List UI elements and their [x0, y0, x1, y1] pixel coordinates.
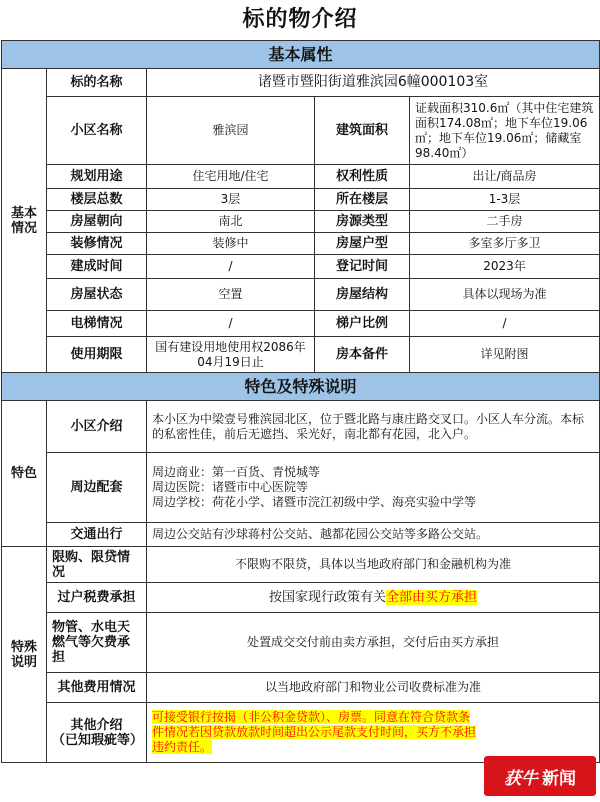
logo-mark: 获牛: [504, 768, 538, 789]
label-row: 房屋状态: [47, 279, 147, 311]
value-tax: [147, 583, 600, 613]
side-label-basic: 基本 情况: [2, 69, 47, 373]
section-header-features: 特色及特殊说明: [2, 373, 600, 401]
value-area: 证载面积310.6㎡（其中住宅建筑面积174.08㎡；地下车位19.06㎡；地下车位19.06㎡；储藏室98.40㎡）: [410, 97, 600, 165]
label-row: 房本备件: [315, 337, 410, 373]
label-nearby: 周边配套: [47, 453, 147, 523]
label-other-fees: 其他费用情况: [47, 673, 147, 703]
label-row: 房屋户型: [315, 233, 410, 255]
value-name: 诸暨市暨阳街道雅滨园6幢000103室: [147, 69, 600, 97]
label-row: 梯户比例: [315, 311, 410, 337]
tax-prefix: 按国家现行政策有关: [268, 590, 386, 605]
value-row: 装修中: [147, 233, 315, 255]
value-other: [147, 703, 600, 763]
nearby-school: 周边学校：荷花小学、诸暨市浣江初级中学、海亮实验中学等: [152, 495, 477, 509]
label-row: 房屋朝向: [47, 211, 147, 233]
label-traffic: 交通出行: [47, 523, 147, 547]
label-restrict: 限购、限贷情况: [47, 547, 147, 583]
value-fees: 处置成交交付前由卖方承担，交付后由买方承担: [147, 613, 600, 673]
label-fees: 物管、水电天燃气等欠费承担: [47, 613, 147, 673]
label-row: 电梯情况: [47, 311, 147, 337]
logo-text: 新闻: [542, 768, 576, 789]
label-row: 房屋结构: [315, 279, 410, 311]
side-label-feature: 特色: [2, 401, 47, 547]
label-row: 规划用途: [47, 165, 147, 189]
label-row: 建成时间: [47, 255, 147, 279]
news-logo: [484, 756, 596, 796]
section-header-basic: 基本属性: [2, 41, 600, 69]
value-row: /: [147, 255, 315, 279]
value-row: 出让/商品房: [410, 165, 600, 189]
value-row: 详见附图: [410, 337, 600, 373]
label-row: 楼层总数: [47, 189, 147, 211]
label-name: 标的名称: [47, 69, 147, 97]
label-row: 权利性质: [315, 165, 410, 189]
value-restrict: 不限购不限贷，具体以当地政府部门和金融机构为准: [147, 547, 600, 583]
value-row: 空置: [147, 279, 315, 311]
label-area: 建筑面积: [315, 97, 410, 165]
label-community: 小区名称: [47, 97, 147, 165]
value-intro: 本小区为中梁壹号雅滨园北区，位于暨北路与康庄路交叉口。小区人车分流。本标的私密性佳，前后无遮挡、采光好，南北都有花园，北入户。: [147, 401, 600, 453]
value-other-fees: 以当地政府部门和物业公司收费标准为准: [147, 673, 600, 703]
value-row: 住宅用地/住宅: [147, 165, 315, 189]
value-row: /: [147, 311, 315, 337]
other-highlight: 可接受银行按揭（非公积金贷款）、房票。同意在符合贷款条件情况若因贷款放款时间超出公示尾款支付时间，买方不承担违约责任。: [152, 710, 477, 754]
value-row: 1-3层: [410, 189, 600, 211]
label-row: 所在楼层: [315, 189, 410, 211]
label-row: 登记时间: [315, 255, 410, 279]
property-table: [1, 40, 600, 763]
nearby-commerce: 周边商业：第一百货、青悦城等: [152, 465, 321, 479]
value-row: 具体以现场为准: [410, 279, 600, 311]
label-row: 使用期限: [47, 337, 147, 373]
label-intro: 小区介绍: [47, 401, 147, 453]
page-title: 标的物介绍: [242, 7, 358, 32]
value-row: /: [410, 311, 600, 337]
value-nearby: [147, 453, 600, 523]
label-other: 其他介绍 （已知瑕疵等）: [47, 703, 147, 763]
tax-highlight: 全部由买方承担: [386, 590, 478, 605]
value-row: 南北: [147, 211, 315, 233]
value-traffic: 周边公交站有沙球蒋村公交站、越都花园公交站等多路公交站。: [147, 523, 600, 547]
value-row: 多室多厅多卫: [410, 233, 600, 255]
value-row: 2023年: [410, 255, 600, 279]
value-row: 二手房: [410, 211, 600, 233]
value-community: 雅滨园: [147, 97, 315, 165]
value-row: 国有建设用地使用权2086年04月19日止: [147, 337, 315, 373]
label-tax: 过户税费承担: [47, 583, 147, 613]
side-label-special: 特殊 说明: [2, 547, 47, 763]
nearby-hospital: 周边医院：诸暨市中心医院等: [152, 480, 309, 494]
value-row: 3层: [147, 189, 315, 211]
label-row: 房源类型: [315, 211, 410, 233]
label-row: 装修情况: [47, 233, 147, 255]
